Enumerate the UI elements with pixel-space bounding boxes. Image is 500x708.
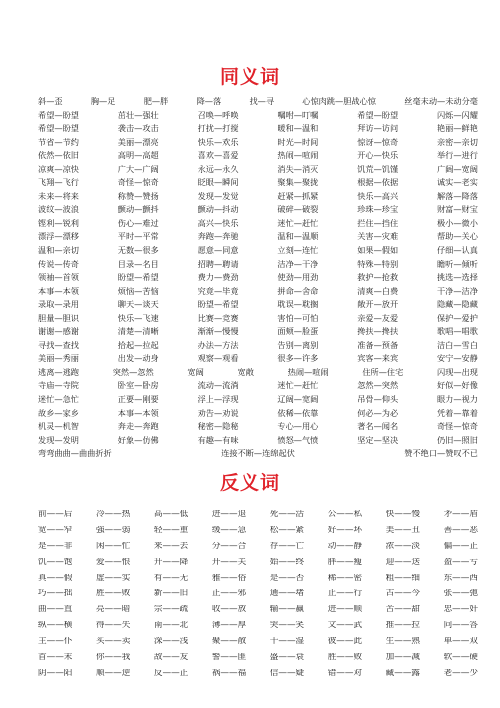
word-pair: 粗——细 — [385, 573, 421, 583]
word-pair: 忽然—突然 — [357, 381, 399, 391]
word-pair: 故乡—家乡 — [38, 408, 79, 418]
word-pair: 找—寻 — [249, 97, 275, 106]
word-pair: 打扰—打搅 — [197, 124, 239, 134]
word-pair: 正要—刚要 — [117, 395, 159, 405]
word-pair: 胖——瘦 — [327, 557, 363, 567]
word-pair: 无数—很多 — [117, 246, 159, 256]
word-pair: 信——疑 — [269, 668, 305, 678]
word-pair: 祸——福 — [211, 668, 247, 678]
antonym-row — [38, 605, 478, 621]
word-pair: 依然—依旧 — [38, 151, 79, 161]
word-pair: 迎——送 — [385, 557, 421, 567]
word-pair: 拾起—拉起 — [117, 340, 159, 350]
word-pair: 胆量—胆识 — [38, 313, 79, 323]
synonym-row — [38, 178, 478, 192]
word-pair: 住所—住宅 — [362, 367, 404, 377]
word-pair: 彼——此 — [327, 637, 363, 647]
word-pair: 平时—平常 — [117, 232, 159, 242]
word-pair: 盈——亏 — [443, 557, 478, 567]
word-pair: 愤怒—气愤 — [277, 435, 319, 445]
word-pair: 藏——露 — [385, 668, 421, 678]
word-pair: 饥——饱 — [38, 557, 73, 567]
synonym-row — [38, 192, 478, 206]
word-pair: 特殊—特别 — [357, 259, 399, 269]
word-pair: 消失—消灭 — [277, 164, 319, 174]
word-pair: 有趣—有味 — [197, 435, 239, 445]
synonym-row — [38, 381, 478, 395]
word-pair: 依稀—依靠 — [277, 408, 319, 418]
word-pair: 热闹—喧闹 — [277, 151, 319, 161]
word-pair: 稀——密 — [327, 573, 363, 583]
word-pair: 新——旧 — [153, 589, 189, 599]
synonym-row — [38, 273, 478, 287]
synonym-row — [38, 232, 478, 246]
word-pair: 流动—流淌 — [197, 381, 239, 391]
word-pair: 公——私 — [327, 510, 363, 519]
word-pair: 热闹—喧闹 — [287, 367, 329, 377]
word-pair: 传说—传奇 — [38, 259, 79, 269]
word-pair: 烦恼—苦恼 — [117, 286, 159, 296]
word-pair: 宽——窄 — [38, 525, 73, 535]
word-pair: 弯弯曲曲—曲曲折折 — [38, 449, 112, 459]
word-pair: 面颊—脸蛋 — [277, 327, 319, 337]
word-pair: 挑选—选择 — [436, 273, 478, 283]
word-pair: 迷忙—急忙 — [38, 395, 79, 405]
word-pair: 是——否 — [269, 573, 305, 583]
word-pair: 聊天—谈天 — [117, 300, 159, 310]
word-pair: 破碎—破裂 — [277, 205, 319, 215]
word-pair: 赶紧—抓紧 — [277, 191, 319, 201]
word-pair: 时光—时间 — [277, 137, 319, 147]
word-pair: 好——坏 — [327, 525, 363, 535]
word-pair: 有——无 — [153, 573, 189, 583]
word-pair: 纵——横 — [38, 621, 73, 631]
word-pair: 发现—发明 — [38, 435, 79, 445]
word-pair: 收——放 — [211, 605, 247, 615]
word-pair: 温和—温顺 — [277, 232, 319, 242]
word-pair: 分——合 — [211, 541, 247, 551]
word-pair: 胜——败 — [95, 589, 131, 599]
word-pair: 坚定—坚决 — [357, 435, 399, 445]
word-pair: 快乐—飞速 — [117, 313, 159, 323]
word-pair: 清楚—清晰 — [117, 327, 159, 337]
word-pair: 极小—微小 — [436, 218, 478, 228]
word-pair: 死——活 — [269, 510, 305, 519]
synonym-row — [38, 138, 478, 152]
word-pair: 巧——拙 — [38, 589, 73, 599]
word-pair: 仍旧—照旧 — [436, 435, 478, 445]
word-pair: 连接不断—连绵起伏 — [221, 449, 295, 459]
word-pair: 诚实—老实 — [436, 178, 478, 188]
word-pair: 眼力—视力 — [436, 395, 478, 405]
word-pair: 首——末 — [38, 653, 73, 663]
word-pair: 斜—歪 — [38, 97, 63, 106]
word-pair: 永远—永久 — [197, 164, 239, 174]
word-pair: 帮助—关心 — [436, 232, 478, 242]
word-pair: 吊骨—仰头 — [357, 395, 399, 405]
word-pair: 暖和—温和 — [277, 124, 319, 134]
word-pair: 错——对 — [327, 668, 363, 678]
word-pair: 薄——厚 — [211, 621, 247, 631]
word-pair: 发现—发觉 — [197, 191, 239, 201]
word-pair: 卧室—卧房 — [117, 381, 159, 391]
word-pair: 张——弛 — [443, 589, 478, 599]
word-pair: 哭——笑 — [269, 621, 305, 631]
word-pair: 干——湿 — [269, 637, 305, 647]
word-pair: 漂浮—漂移 — [38, 232, 79, 242]
word-pair: 丝毫未动—未动分毫 — [404, 97, 478, 106]
word-pair: 领袖—首领 — [38, 273, 79, 283]
word-pair: 饥荒—饥馑 — [357, 164, 399, 174]
word-pair: 加——减 — [385, 653, 421, 663]
word-pair: 赞不绝口—赞叹不已 — [404, 449, 478, 459]
word-pair: 强——弱 — [95, 525, 131, 535]
word-pair: 瞻听—倾听 — [436, 259, 478, 269]
word-pair: 输——赢 — [269, 605, 305, 615]
word-pair: 是——非 — [38, 541, 73, 551]
word-pair: 盛——衰 — [269, 653, 305, 663]
word-pair: 浓——淡 — [385, 541, 421, 551]
synonym-row — [38, 436, 478, 450]
word-pair: 宗——疏 — [153, 605, 189, 615]
antonym-row — [38, 526, 478, 542]
word-pair: 宽敞 — [237, 367, 254, 377]
word-pair: 迷忙—赶忙 — [277, 381, 319, 391]
antonym-row — [38, 542, 478, 558]
word-pair: 南——北 — [153, 621, 189, 631]
synonym-row — [38, 165, 478, 179]
word-pair: 聚集—聚拢 — [277, 178, 319, 188]
word-pair: 奇怪—惊奇 — [117, 178, 159, 188]
synonym-row — [38, 368, 478, 382]
word-pair: 聚——散 — [211, 637, 247, 647]
word-pair: 升——降 — [153, 557, 189, 567]
word-pair: 艳丽—鲜艳 — [436, 124, 478, 134]
synonym-row — [38, 449, 478, 463]
word-pair: 保护—爱护 — [436, 313, 478, 323]
word-pair: 盼望—希望 — [117, 273, 159, 283]
word-pair: 洁净—干净 — [277, 259, 319, 269]
word-pair: 害怕—可怕 — [277, 313, 319, 323]
synonyms-title: 同义词 — [219, 66, 280, 88]
word-pair: 盼望—希望 — [197, 300, 239, 310]
word-pair: 轻——重 — [153, 525, 189, 535]
word-pair: 亲密—亲切 — [436, 137, 478, 147]
antonym-row — [38, 558, 478, 574]
word-pair: 阴——阳 — [38, 668, 73, 678]
synonym-row — [38, 409, 478, 423]
word-pair: 好似—好像 — [436, 381, 478, 391]
word-pair: 寻找—查找 — [38, 340, 79, 350]
word-pair: 渐渐—慢慢 — [197, 327, 239, 337]
synonym-row — [38, 354, 478, 368]
word-pair: 宾客—来宾 — [357, 354, 399, 364]
word-pair: 闪烁—闪耀 — [436, 110, 478, 120]
synonym-row — [38, 314, 478, 328]
word-pair: 曲——直 — [38, 605, 73, 615]
word-pair: 喜欢—喜爱 — [197, 151, 239, 161]
synonym-row — [38, 111, 478, 125]
word-pair: 动——静 — [327, 541, 363, 551]
word-pair: 雅——俗 — [211, 573, 247, 583]
synonym-row — [38, 124, 478, 138]
word-pair: 宽阔 — [187, 367, 204, 377]
word-pair: 召唤—呼唤 — [197, 110, 239, 120]
word-pair: 敌——友 — [153, 653, 189, 663]
synonym-row — [38, 395, 478, 409]
word-pair: 凭着—靠着 — [436, 408, 478, 418]
word-pair: 未来—将来 — [38, 191, 79, 201]
word-pair: 得——失 — [95, 621, 131, 631]
word-pair: 老——少 — [443, 668, 478, 678]
word-pair: 波纹—波浪 — [38, 205, 79, 215]
synonym-row — [38, 151, 478, 165]
word-pair: 费力—费劲 — [197, 273, 239, 283]
word-pair: 称赞—赞扬 — [117, 191, 159, 201]
word-pair: 存——亡 — [269, 541, 305, 551]
word-pair: 搀扶—搀扶 — [357, 327, 399, 337]
word-pair: 如果—假如 — [357, 246, 399, 256]
word-pair: 凉爽—凉快 — [38, 164, 79, 174]
antonym-row — [38, 574, 478, 590]
word-pair: 拦住—挡住 — [357, 218, 399, 228]
word-pair: 著名—闻名 — [357, 422, 399, 432]
word-pair: 推——拉 — [385, 621, 421, 631]
word-pair: 松——紧 — [269, 525, 305, 535]
word-pair: 奇怪—惊奇 — [436, 422, 478, 432]
word-pair: 专心—用心 — [277, 422, 319, 432]
word-pair: 节省—节约 — [38, 137, 79, 147]
word-pair: 闲——忙 — [95, 541, 131, 551]
word-pair: 究竟—毕竟 — [197, 286, 239, 296]
word-pair: 歌唱—唱歌 — [436, 327, 478, 337]
word-pair: 通——堵 — [269, 589, 305, 599]
word-pair: 敞开—放开 — [357, 300, 399, 310]
word-pair: 办法—方法 — [197, 340, 239, 350]
word-pair: 软——硬 — [443, 653, 478, 663]
word-pair: 救护—抢救 — [357, 273, 399, 283]
word-pair: 本事—本领 — [117, 408, 159, 418]
word-pair: 颤动—颤抖 — [117, 205, 159, 215]
word-pair: 前——后 — [38, 510, 73, 519]
word-pair: 始——终 — [269, 557, 305, 567]
word-pair: 开心—快乐 — [357, 151, 399, 161]
word-pair: 广阔—宽阔 — [436, 164, 478, 174]
word-pair: 秘密—隐秘 — [197, 422, 239, 432]
word-pair: 洁白—雪白 — [436, 340, 478, 350]
word-pair: 文——武 — [327, 621, 363, 631]
synonym-row — [38, 327, 478, 341]
word-pair: 比赛—竞赛 — [197, 313, 239, 323]
word-pair: 辽阔—宽阔 — [277, 395, 319, 405]
word-pair: 偏——正 — [443, 541, 478, 551]
word-pair: 虚——实 — [95, 573, 131, 583]
word-pair: 美——丑 — [385, 525, 421, 535]
word-pair: 安宁—安静 — [436, 354, 478, 364]
word-pair: 你——我 — [95, 653, 131, 663]
word-pair: 单——双 — [443, 637, 478, 647]
word-pair: 何必—为必 — [357, 408, 399, 418]
word-pair: 来——去 — [153, 541, 189, 551]
word-pair: 观察—观看 — [197, 354, 239, 364]
word-pair: 仔细—认真 — [436, 246, 478, 256]
word-pair: 快乐—高兴 — [357, 191, 399, 201]
word-pair: 高兴—快乐 — [197, 218, 239, 228]
word-pair: 止——行 — [327, 589, 363, 599]
word-pair: 胸—足 — [90, 97, 116, 106]
word-pair: 生——熟 — [385, 637, 421, 647]
word-pair: 颤动—抖动 — [197, 205, 239, 215]
word-pair: 肥—胖 — [143, 97, 169, 106]
antonym-row — [38, 589, 478, 605]
word-pair: 矛——盾 — [443, 510, 478, 519]
word-pair: 反——正 — [153, 668, 189, 678]
word-pair: 耽误—耽搁 — [277, 300, 319, 310]
synonym-row — [38, 300, 478, 314]
word-pair: 希望—盼望 — [357, 110, 399, 120]
word-pair: 心惊肉跳—胆战心惊 — [302, 97, 376, 106]
antonym-row — [38, 653, 478, 669]
word-pair: 迷忙—赶忙 — [277, 218, 319, 228]
word-pair: 亲爱—友爱 — [357, 313, 399, 323]
word-pair: 浮上—浮现 — [197, 395, 239, 405]
word-pair: 冷——热 — [95, 510, 131, 519]
antonym-row — [38, 621, 478, 637]
word-pair: 善——恶 — [443, 525, 478, 535]
word-pair: 美丽—漂亮 — [117, 137, 159, 147]
synonyms-grid — [38, 97, 478, 463]
synonym-row — [38, 97, 478, 111]
word-pair: 立刻—连忙 — [277, 246, 319, 256]
word-pair: 胜——败 — [327, 653, 363, 663]
word-pair: 高明—高超 — [117, 151, 159, 161]
word-pair: 伤心—难过 — [117, 218, 159, 228]
word-pair: 闪现—出现 — [437, 367, 478, 377]
word-pair: 快——慢 — [385, 510, 421, 519]
word-pair: 关害—灾难 — [357, 232, 399, 242]
synonym-row — [38, 260, 478, 274]
word-pair: 珍珠—珍宝 — [357, 205, 399, 215]
word-pair: 财富—财宝 — [436, 205, 478, 215]
antonym-row — [38, 669, 478, 685]
word-pair: 飞翔—飞行 — [38, 178, 79, 188]
word-pair: 奔走—奔跑 — [117, 422, 159, 432]
word-pair: 美丽—秀丽 — [38, 354, 79, 364]
word-pair: 奔跑—奔驰 — [197, 232, 239, 242]
word-pair: 寺庙—寺院 — [38, 381, 79, 391]
word-pair: 茁壮—强壮 — [117, 110, 159, 120]
synonym-row — [38, 287, 478, 301]
word-pair: 警——匪 — [211, 653, 247, 663]
antonym-row — [38, 637, 478, 653]
word-pair: 准备—预备 — [357, 340, 399, 350]
word-pair: 希望—盼望 — [38, 110, 79, 120]
synonym-row — [38, 341, 478, 355]
word-pair: 很多—许多 — [277, 354, 319, 364]
word-pair: 进——退 — [211, 510, 247, 519]
word-pair: 买——卖 — [95, 637, 131, 647]
word-pair: 愿意—同意 — [197, 246, 239, 256]
word-pair: 爱——恨 — [95, 557, 131, 567]
word-pair: 嘱咐—叮嘱 — [277, 110, 319, 120]
word-pair: 告别—离别 — [277, 340, 319, 350]
word-pair: 问——答 — [443, 621, 478, 631]
word-pair: 好象—仿佛 — [117, 435, 159, 445]
word-pair: 惊讶—惊奇 — [357, 137, 399, 147]
word-pair: 举行—进行 — [436, 151, 478, 161]
word-pair: 招聘—聘请 — [197, 259, 239, 269]
word-pair: 亮——暗 — [95, 605, 131, 615]
word-pair: 铿利—锐利 — [38, 218, 79, 228]
word-pair: 缓——急 — [211, 525, 247, 535]
word-pair: 东——西 — [443, 573, 478, 583]
synonym-row — [38, 246, 478, 260]
word-pair: 隐藏—隐藏 — [436, 300, 478, 310]
word-pair: 开——关 — [211, 557, 247, 567]
word-pair: 录取—录用 — [38, 300, 79, 310]
word-pair: 苦——甜 — [385, 605, 421, 615]
word-pair: 目录—名目 — [117, 259, 159, 269]
word-pair: 希望—盼望 — [38, 124, 79, 134]
word-pair: 清爽—白费 — [357, 286, 399, 296]
word-pair: 逃离—逃跑 — [38, 367, 79, 377]
word-pair: 拜访—访问 — [357, 124, 399, 134]
word-pair: 正——邪 — [211, 589, 247, 599]
word-pair: 劝告—劝说 — [197, 408, 239, 418]
word-pair: 谢谢—感谢 — [38, 327, 79, 337]
word-pair: 机灵—机智 — [38, 422, 79, 432]
word-pair: 使劲—用劲 — [277, 273, 319, 283]
word-pair: 解落—降落 — [436, 191, 478, 201]
word-pair: 进——顺 — [327, 605, 363, 615]
synonym-row — [38, 219, 478, 233]
word-pair: 主——仆 — [38, 637, 73, 647]
word-pair: 深——浅 — [153, 637, 189, 647]
word-pair: 真——假 — [38, 573, 73, 583]
antonyms-grid — [38, 510, 478, 685]
word-pair: 袭击—攻击 — [117, 124, 159, 134]
word-pair: 突然—忽然 — [112, 367, 154, 377]
word-pair: 广大—广阔 — [117, 164, 159, 174]
word-pair: 出发—动身 — [117, 354, 159, 364]
word-pair: 古——今 — [385, 589, 421, 599]
word-pair: 快乐—欢乐 — [197, 137, 239, 147]
word-pair: 根据—依据 — [357, 178, 399, 188]
word-pair: 干净—洁净 — [436, 286, 478, 296]
word-pair: 降—落 — [196, 97, 222, 106]
antonyms-title: 反义词 — [219, 472, 280, 494]
word-pair: 忠——奸 — [443, 605, 478, 615]
word-pair: 高——低 — [153, 510, 189, 519]
word-pair: 顺——逆 — [95, 668, 131, 678]
word-pair: 眨眼—瞬间 — [197, 178, 239, 188]
antonym-row — [38, 510, 478, 526]
synonym-row — [38, 422, 478, 436]
word-pair: 温和—亲切 — [38, 246, 79, 256]
word-pair: 拼命—舍命 — [277, 286, 319, 296]
word-pair: 本事—本领 — [38, 286, 79, 296]
synonym-row — [38, 205, 478, 219]
